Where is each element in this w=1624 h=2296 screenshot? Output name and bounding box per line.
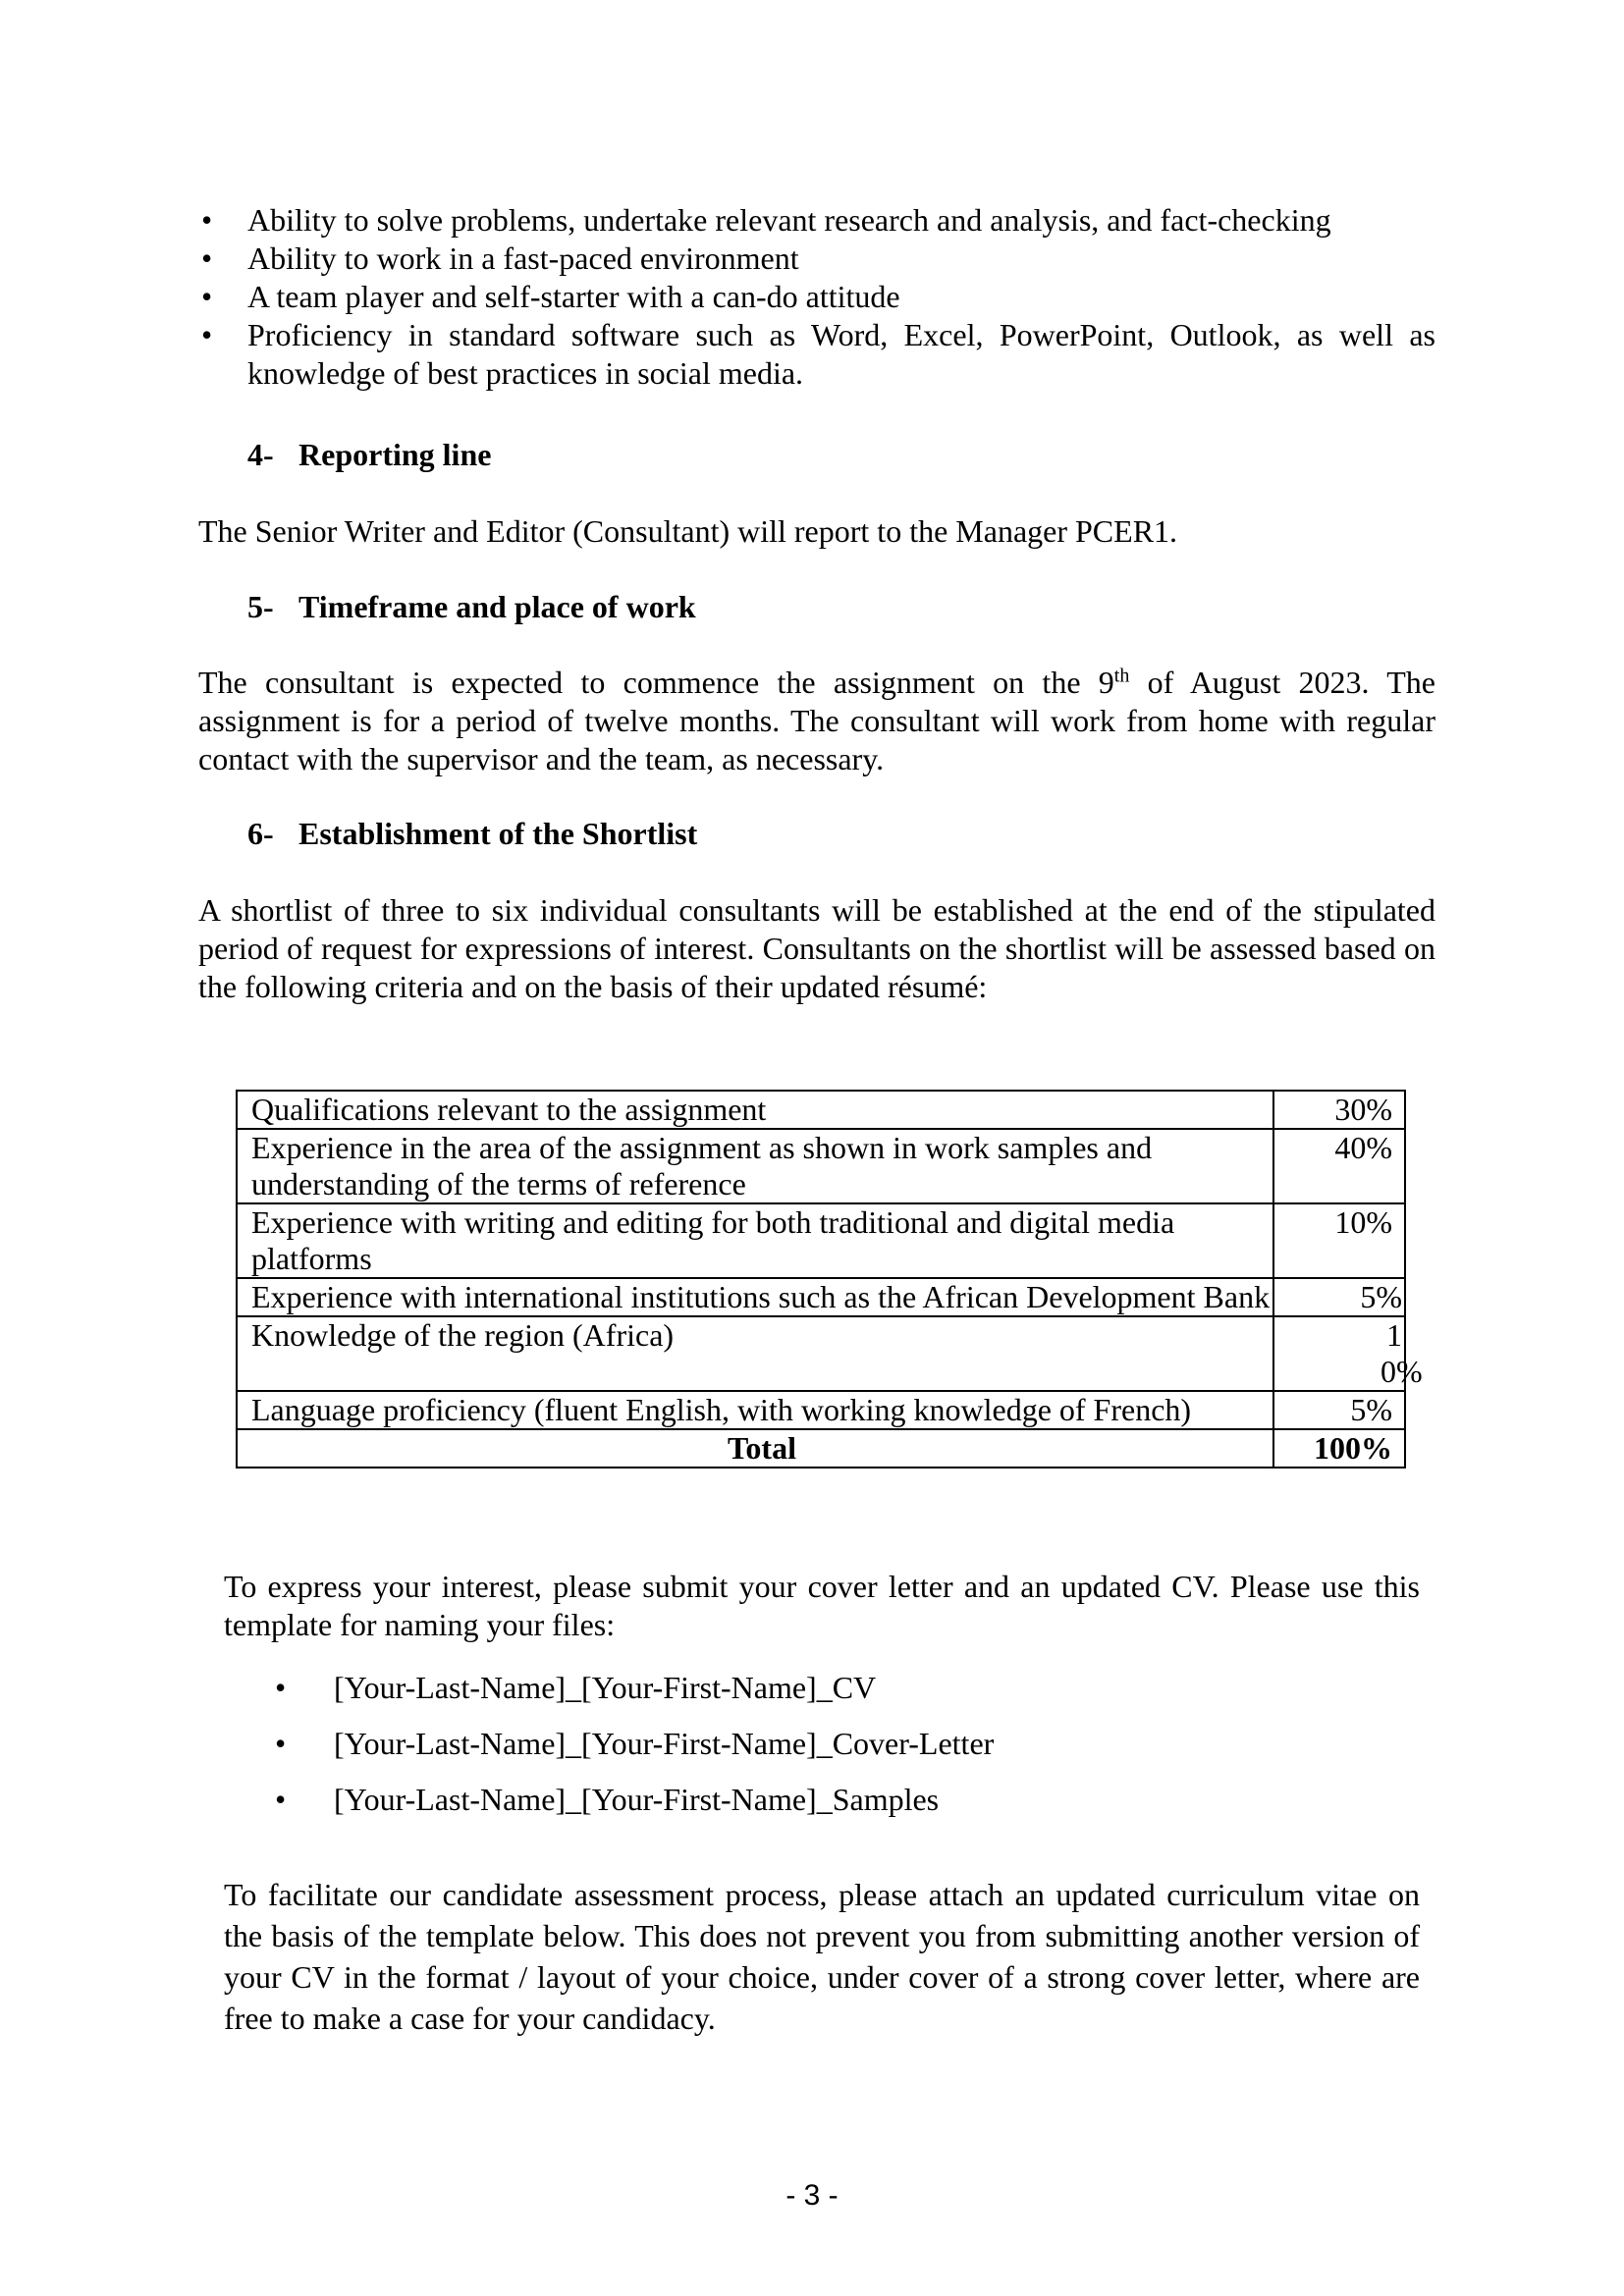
criterion-weight: 40% <box>1273 1129 1405 1203</box>
section-number: 4- <box>247 437 274 472</box>
ordinal-suffix: th <box>1113 665 1130 687</box>
section-title: Establishment of the Shortlist <box>298 816 698 851</box>
table-total-row <box>237 1429 1405 1468</box>
criterion-label: Knowledge of the region (Africa) <box>237 1316 1273 1391</box>
criterion-weight: 10% <box>1273 1203 1405 1278</box>
page-number: - 3 - <box>785 2179 839 2212</box>
list-item: • Proficiency in standard software such as Word, Excel, PowerPoint, Outlook, as well as knowledge of best practices in social media. <box>198 316 1435 393</box>
timeframe-text-a: The consultant is expected to commence the assignment on the 9 <box>198 665 1114 700</box>
section-number: 5- <box>247 589 274 624</box>
list-item: • [Your-Last-Name]_[Your-First-Name]_Samples <box>224 1781 1441 1819</box>
criterion-label: Language proficiency (fluent English, with working knowledge of French) <box>237 1391 1273 1429</box>
section-title: Reporting line <box>298 437 492 472</box>
list-item: • A team player and self-starter with a can-do attitude <box>198 278 1435 316</box>
section-heading-timeframe <box>247 588 696 626</box>
total-label: Total <box>237 1429 1273 1468</box>
criterion-label: Experience with international institutions such as the African Development Bank <box>237 1278 1273 1316</box>
list-item: • [Your-Last-Name]_[Your-First-Name]_CV <box>224 1669 1441 1707</box>
criterion-weight: 10% <box>1380 1317 1423 1389</box>
criterion-weight: 30% <box>1273 1091 1405 1129</box>
table-row <box>237 1203 1405 1278</box>
table-row <box>237 1316 1405 1391</box>
list-item: • [Your-Last-Name]_[Your-First-Name]_Cover-Letter <box>224 1725 1441 1763</box>
total-weight: 100% <box>1273 1429 1405 1468</box>
list-item: • Ability to work in a fast-paced environment <box>198 240 1435 278</box>
file-naming-list <box>224 1669 1441 1837</box>
criterion-weight-cell <box>1273 1316 1423 1391</box>
closing-paragraph: To facilitate our candidate assessment process, please attach an updated curriculum vitae on the basis of the template below. This does not prevent you from submitting another version of your CV in the format / layout of your choice, under cover of a strong cover letter, where are free to make a case for your candidacy. <box>224 1877 1420 2036</box>
reporting-paragraph: The Senior Writer and Editor (Consultant) will report to the Manager PCER1. <box>198 513 1178 549</box>
list-item: • Ability to solve problems, undertake relevant research and analysis, and fact-checking <box>198 201 1435 240</box>
requirements-list <box>198 201 1435 393</box>
section-title: Timeframe and place of work <box>298 589 696 624</box>
section-heading-reporting <box>247 436 491 474</box>
timeframe-text-b: of August 2023. The assignment is for a period of twelve months. The consultant will work from home with regular contact with the supervisor and the team, as necessary. <box>198 665 1435 776</box>
table-row <box>237 1391 1405 1429</box>
section-heading-shortlist <box>247 815 697 853</box>
table-row <box>237 1278 1405 1316</box>
table-row <box>237 1091 1405 1129</box>
table-row <box>237 1129 1405 1203</box>
submission-intro: To express your interest, please submit your cover letter and an updated CV. Please use this template for naming your files: <box>224 1569 1420 1642</box>
criterion-label: Experience with writing and editing for both traditional and digital media platforms <box>237 1203 1273 1278</box>
shortlist-paragraph: A shortlist of three to six individual consultants will be established at the end of the stipulated period of request for expressions of interest. Consultants on the shortlist will be assessed based on the following criteria and on the basis of their updated résumé: <box>198 892 1435 1004</box>
criterion-label: Qualifications relevant to the assignment <box>237 1091 1273 1129</box>
section-number: 6- <box>247 816 274 851</box>
criterion-label: Experience in the area of the assignment as shown in work samples and understanding of the terms of reference <box>237 1129 1273 1203</box>
timeframe-paragraph <box>198 664 1435 778</box>
requirements-list-container <box>198 201 1435 393</box>
criterion-weight: 5% <box>1273 1391 1405 1429</box>
criterion-weight: 5% <box>1273 1278 1405 1316</box>
criteria-table <box>236 1090 1423 1468</box>
